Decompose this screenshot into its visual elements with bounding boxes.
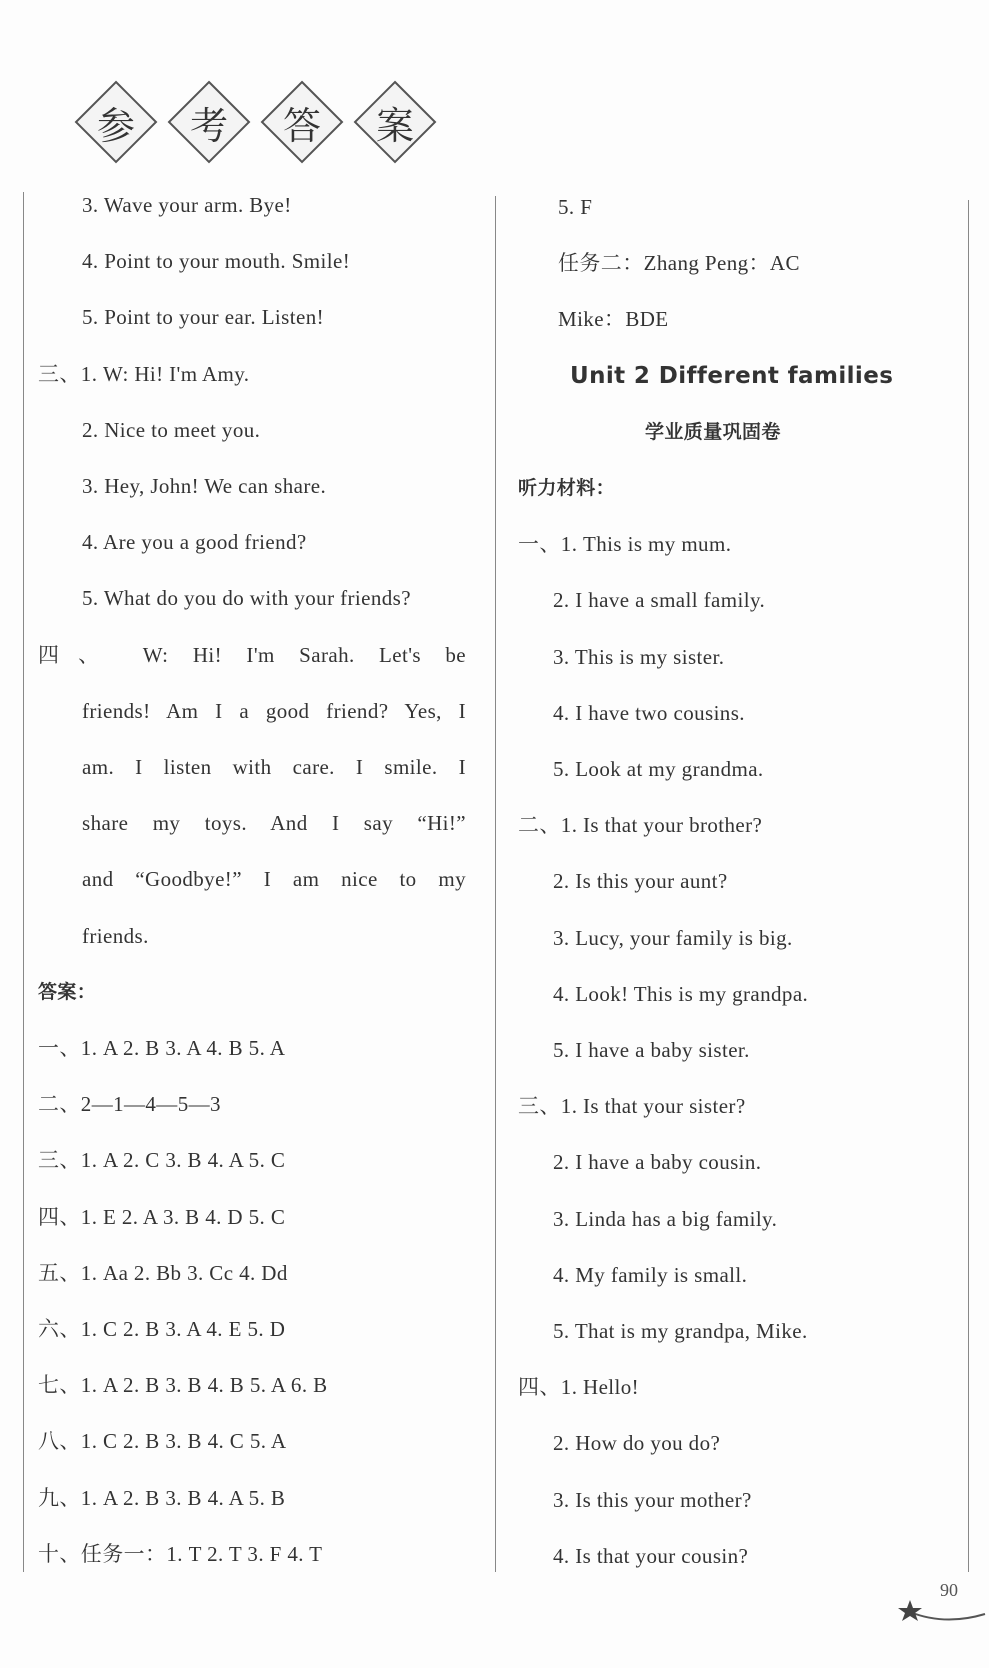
text-line: 4. I have two cousins. — [553, 700, 745, 725]
text-line: 九、1. A 2. B 3. B 4. A 5. B — [38, 1485, 286, 1510]
text-line: 3. Wave your arm. Bye! — [82, 193, 292, 217]
text-line: 4. Are you a good friend? — [82, 530, 307, 555]
text-line: 六、1. C 2. B 3. A 4. E 5. D — [38, 1317, 286, 1341]
text-line: 八、1. C 2. B 3. B 4. C 5. A — [38, 1429, 287, 1454]
text-line: 4. Is that your cousin? — [553, 1543, 749, 1568]
text-line: 二、2—1—4—5—3 — [38, 1092, 221, 1117]
title-char: 考 — [189, 103, 228, 148]
text-line: 5. That is my grandpa, Mike. — [553, 1319, 808, 1343]
text-line: 2. How do you do? — [553, 1431, 721, 1456]
text-line: 2. Is this your aunt? — [553, 869, 728, 894]
text-line: 一、1. A 2. B 3. A 4. B 5. A — [38, 1036, 286, 1060]
text-line: 2. Nice to meet you. — [82, 417, 261, 442]
text-line: 七、1. A 2. B 3. B 4. B 5. A 6. B — [38, 1373, 328, 1398]
text-line: am. I listen with care. I smile. I — [82, 755, 466, 779]
text-line: 四、 W: Hi! I'm Sarah. Let's be — [38, 642, 466, 667]
text-line: 四、1. Hello! — [518, 1375, 640, 1400]
text-line: 4. My family is small. — [553, 1262, 748, 1287]
text-line: 三、1. Is that your sister? — [518, 1094, 746, 1119]
text-line: 2. I have a baby cousin. — [553, 1150, 762, 1175]
text-line: 十、任务一：1. T 2. T 3. F 4. T — [38, 1541, 323, 1566]
text-line: 5. F — [558, 195, 593, 219]
column-divider-left — [23, 192, 24, 1572]
text-line: 答案： — [38, 980, 97, 1003]
text-line: 三、1. A 2. C 3. B 4. A 5. C — [38, 1148, 286, 1173]
page-number: 90 — [940, 1580, 958, 1600]
text-line: 听力材料： — [518, 477, 616, 499]
text-line: 五、1. Aa 2. Bb 3. Cc 4. Dd — [38, 1260, 288, 1285]
text-line: friends! Am I a good friend? Yes, I — [82, 698, 466, 723]
text-line: 二、1. Is that your brother? — [518, 813, 763, 838]
text-line: 4. Point to your mouth. Smile! — [82, 249, 351, 274]
column-divider-right — [968, 200, 969, 1572]
title-char-badge — [353, 80, 437, 164]
text-line: 3. Linda has a big family. — [553, 1206, 778, 1231]
text-line: 4. Look! This is my grandpa. — [553, 981, 809, 1006]
text-line: 3. This is my sister. — [553, 644, 725, 669]
text-line: 任务二：Zhang Peng：AC — [558, 251, 800, 276]
title-char: 案 — [375, 103, 414, 148]
text-line: 5. Look at my grandma. — [553, 757, 764, 781]
title-char-badge — [167, 80, 251, 164]
page-title — [74, 80, 437, 164]
column-divider-middle — [495, 196, 496, 1572]
title-char: 答 — [282, 103, 321, 148]
text-line: Mike：BDE — [558, 307, 669, 332]
text-line: 5. What do you do with your friends? — [82, 586, 411, 611]
text-line: Unit 2 Different families — [570, 362, 894, 389]
text-line: 2. I have a small family. — [553, 588, 766, 613]
text-line: 3. Is this your mother? — [553, 1487, 752, 1512]
title-char: 参 — [96, 103, 135, 148]
text-line: 一、1. This is my mum. — [518, 532, 732, 557]
text-line: friends. — [82, 923, 149, 948]
text-line: and “Goodbye!” I am nice to my — [82, 867, 466, 892]
text-line: 3. Lucy, your family is big. — [553, 925, 793, 950]
text-line: 5. Point to your ear. Listen! — [82, 305, 324, 330]
title-char-badge — [74, 80, 158, 164]
text-line: share my toys. And I say “Hi!” — [82, 811, 466, 836]
text-line: 三、1. W: Hi! I'm Amy. — [38, 361, 250, 386]
text-line: 四、1. E 2. A 3. B 4. D 5. C — [38, 1204, 286, 1229]
title-char-badge — [260, 80, 344, 164]
text-line: 3. Hey, John! We can share. — [82, 474, 327, 498]
text-line: 5. I have a baby sister. — [553, 1038, 750, 1062]
text-line: 学业质量巩固卷 — [645, 420, 781, 443]
